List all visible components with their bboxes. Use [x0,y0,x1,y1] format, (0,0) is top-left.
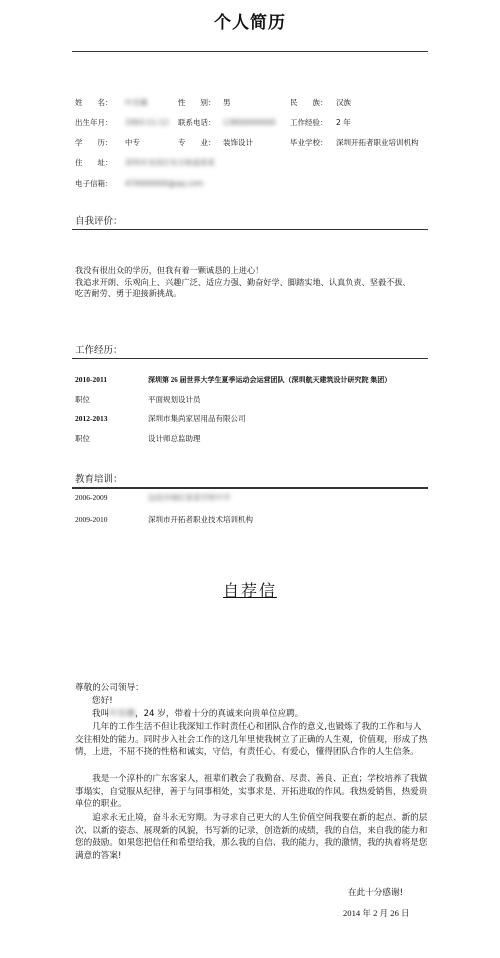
work-period: 2010-2011 [75,375,108,384]
edu-school: 汕尾市城区某某学校中学 [148,493,231,502]
work-pos: 平面规划设计员 [148,395,201,404]
birth-label: 出生年月： [75,118,113,127]
letter-greeting: 您好! [92,696,113,706]
work-org: 深圳市集尚家居用品有限公司 [148,414,246,423]
intro-name: 叶佳璐 [109,709,135,719]
self-eval-line: 我没有很出众的学历，但我有着一颗诚恳的上进心！ [75,265,264,275]
work-pos-label: 职位 [75,395,90,404]
birth-value: 1993-11-12 [125,118,169,127]
letter-title: 自荐信 [222,581,277,600]
title-divider [72,51,428,52]
work-period: 2012-2013 [75,414,108,423]
ethnicity-label: 民 族： [290,98,328,107]
letter-salutation: 尊敬的公司领导： [75,683,144,693]
work-org: 深圳第 26 届世界大学生夏季运动会运营团队（深圳航天建筑设计研究院 集团） [148,376,392,384]
work-pos-label: 职位 [75,434,90,443]
gender-label: 性 别： [178,98,216,107]
resume-title: 个人简历 [214,13,286,33]
work-pos: 设计师总监助理 [148,434,201,443]
letter-paragraph: 几年的工作生活不但让我深知工作时责任心和团队合作的意义,也锻炼了我的工作和与人交往相处的能力。同时步入社会工作的这几年里使我树立了正确的人生观，价值观，形成了热情，上进，不屈不挠的性格和诚实，守信，有责任心，有爱心，懂得团队合作的人生信条。 [75,722,428,758]
major-label: 专 业： [178,138,216,147]
email-value: 470000000@qq.com [125,179,204,188]
edu-period: 2006-2009 [75,493,108,502]
intro-rest: ，24 岁，带着十分的真诚来向贵单位应聘。 [135,709,304,719]
work-divider [72,358,428,359]
exp-value: 2 年 [336,118,351,127]
name-value: 叶佳璐 [125,98,148,107]
major-value: 装饰设计 [223,138,253,147]
exp-label: 工作经验： [290,118,328,127]
work-heading: 工作经历： [75,345,123,356]
self-eval-line: 吃苦耐劳、勇于迎接新挑战。 [75,288,182,298]
self-eval-heading: 自我评价： [75,216,123,227]
email-label: 电子信箱： [75,179,113,188]
addr-label: 住 址： [75,158,113,167]
edu-school: 深圳市开拓者职业技术培训机构 [148,515,253,524]
letter-paragraph: 我是一个淳朴的广东客家人，祖辈们教会了我勤奋、尽责、善良、正直；学校培养了我做事塌实，自觉服从纪律，善于与同事相处，实事求是、开拓进取的作风。我热爱销售，热爱贵单位的职业。 [75,774,428,810]
school-label: 毕业学校： [290,138,328,147]
school-value: 深圳开拓者职业培训机构 [336,138,419,147]
name-label: 姓 名： [75,98,113,107]
letter-intro [92,708,303,721]
self-eval-divider [72,229,428,230]
gender-value: 男 [223,98,231,107]
self-eval-text [75,265,435,300]
education-heading: 教育培训： [75,474,123,485]
letter-paragraph: 追求永无止境，奋斗永无穷期。为寻求自己更大的人生价值空间我要在新的起点、新的层次、以新的姿态、展现新的风貌，书写新的记录，创造新的成绩，我的自信，来自我的能力和您的鼓励。如果您把信任和希望给我，那么我的自信、我的能力，我的激情，我的执着将是您满意的答案! [75,813,428,861]
addr-value: 深圳市龙岗区布吉街道某某 [125,158,215,167]
intro-prefix: 我叫 [92,709,110,719]
edu-value: 中专 [125,138,140,147]
phone-value: 13800000000 [223,118,276,127]
education-divider [72,487,428,489]
self-eval-line: 我追求开朗、乐观向上、兴趣广泛、适应力强、勤奋好学、脚踏实地、认真负责、坚毅不拔、 [75,276,411,287]
ethnicity-value: 汉族 [336,98,351,107]
edu-label: 学 历： [75,138,113,147]
letter-date: 2014 年 2 月 26 日 [343,908,410,918]
edu-period: 2009-2010 [75,515,108,524]
phone-label: 联系电话： [178,118,216,127]
letter-thanks: 在此十分感谢! [348,888,404,898]
